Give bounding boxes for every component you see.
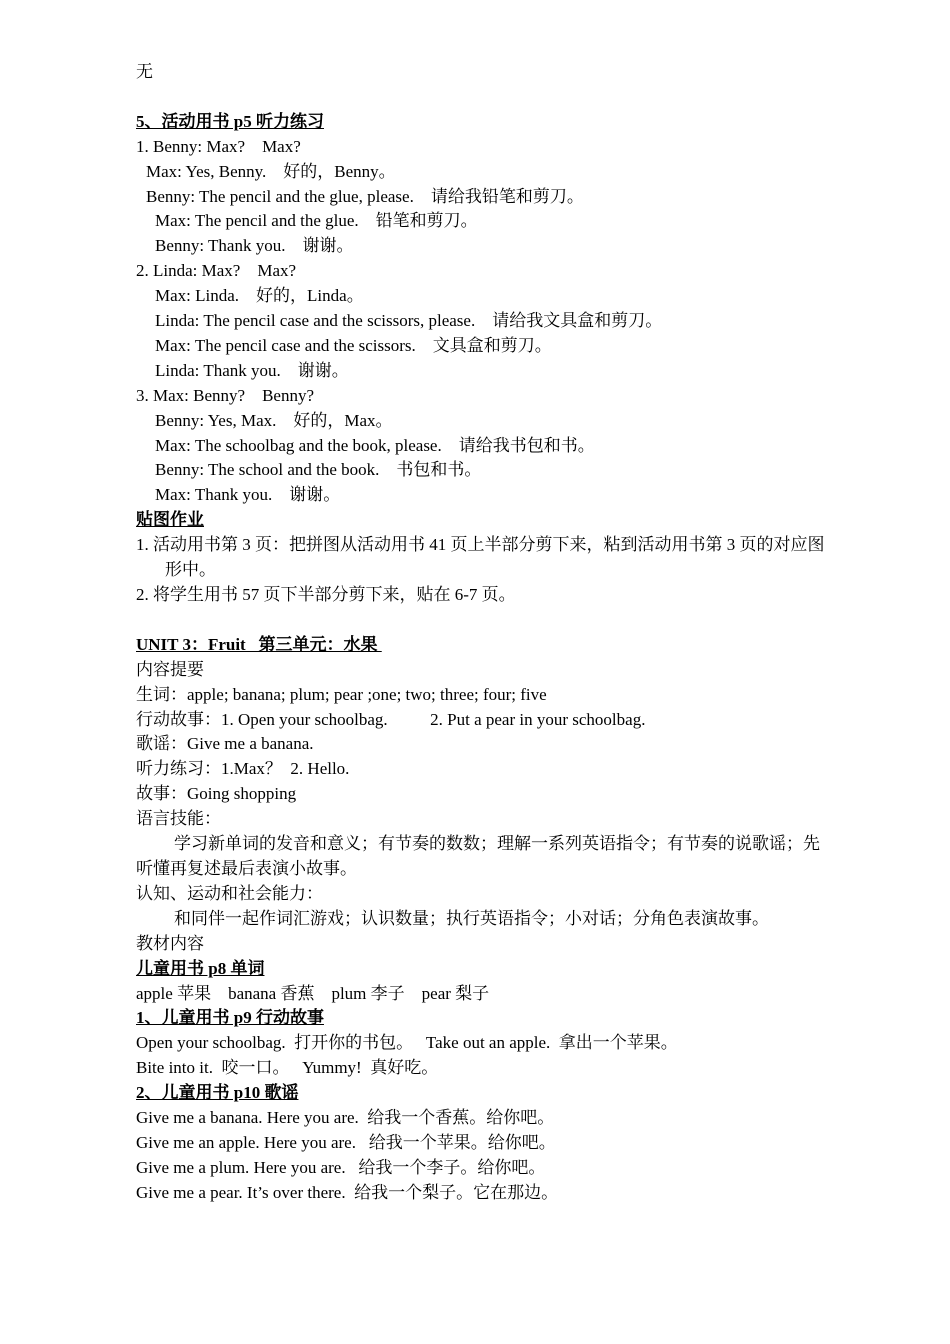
- vocab-line: 生词：apple; banana; plum; pear ;one; two; three; four; five: [136, 684, 547, 704]
- summary-label: 内容提要: [136, 659, 204, 679]
- action-line: 行动故事：1. Open your schoolbag. 2. Put a pear in your schoolbag.: [136, 709, 646, 729]
- content-label: 教材内容: [136, 933, 204, 953]
- dialogue-line: Benny: Yes, Max. 好的，Max。: [155, 410, 393, 430]
- dialogue-line: Max: The pencil and the glue. 铅笔和剪刀。: [155, 211, 478, 231]
- spacer: [136, 608, 826, 633]
- dialogue-line: Max: Linda. 好的，Linda。: [155, 286, 364, 306]
- lang-label: 语言技能：: [136, 809, 221, 829]
- p8-words: apple 苹果 banana 香蕉 plum 李子 pear 梨子: [136, 983, 490, 1003]
- dialogue-line: Benny: The school and the book. 书包和书。: [155, 460, 482, 480]
- p10-line: Give me a pear. It’s over there. 给我一个梨子。它在那边。: [136, 1182, 559, 1202]
- dialogue-line: Linda: The pencil case and the scissors, please. 请给我文具盒和剪刀。: [155, 311, 663, 331]
- sticker-item: 1. 活动用书第 3 页：把拼图从活动用书 41 页上半部分剪下来，粘到活动用书第 3 页的对应图形中。: [136, 535, 825, 580]
- top-note: 无: [136, 62, 153, 81]
- spacer: [136, 85, 826, 110]
- dialogue-line: Benny: Thank you. 谢谢。: [155, 236, 354, 256]
- document-page: [136, 60, 826, 1206]
- p10-line: Give me an apple. Here you are. 给我一个苹果。给你吧。: [136, 1132, 556, 1152]
- p9-heading: 1、儿童用书 p9 行动故事: [136, 1008, 324, 1028]
- listening-line: 听力练习：1.Max？ 2. Hello.: [136, 759, 350, 779]
- sticker-heading: 贴图作业: [136, 510, 204, 530]
- p8-heading: 儿童用书 p8 单词: [136, 958, 265, 978]
- p10-heading: 2、儿童用书 p10 歌谣: [136, 1083, 299, 1103]
- unit3-heading: UNIT 3：Fruit 第三单元：水果: [136, 634, 382, 654]
- dialogue-line: Linda: Thank you. 谢谢。: [155, 360, 349, 380]
- cog-label: 认知、运动和社会能力：: [136, 883, 323, 903]
- lang-text: 学习新单词的发音和意义；有节奏的数数；理解一系列英语指令；有节奏的说歌谣；先听懂再复述最后表演小故事。: [136, 834, 820, 878]
- dialogue-line: Benny: The pencil and the glue, please. 请给我铅笔和剪刀。: [146, 186, 584, 206]
- dialogue-line: Max: The schoolbag and the book, please. 请给我书包和书。: [155, 435, 595, 455]
- dialogue-line: 2. Linda: Max? Max?: [136, 261, 297, 281]
- cog-text: 和同伴一起作词汇游戏；认识数量；执行英语指令；小对话；分角色表演故事。: [174, 908, 769, 928]
- dialogue-line: Max: Thank you. 谢谢。: [155, 485, 341, 505]
- p9-line: Bite into it. 咬一口。 Yummy! 真好吃。: [136, 1058, 439, 1078]
- sticker-item: 2. 将学生用书 57 页下半部分剪下来，贴在 6-7 页。: [136, 585, 516, 605]
- dialogue-line: Max: Yes, Benny. 好的，Benny。: [146, 161, 396, 181]
- dialogue-line: 3. Max: Benny? Benny?: [136, 385, 314, 405]
- p9-line: Open your schoolbag. 打开你的书包。 Take out an apple. 拿出一个苹果。: [136, 1033, 678, 1053]
- story-line: 故事：Going shopping: [136, 784, 297, 804]
- dialogue-line: Max: The pencil case and the scissors. 文具盒和剪刀。: [155, 335, 552, 355]
- p10-line: Give me a plum. Here you are. 给我一个李子。给你吧。: [136, 1157, 546, 1177]
- rhyme-line: 歌谣：Give me a banana.: [136, 734, 314, 754]
- p10-line: Give me a banana. Here you are. 给我一个香蕉。给你吧。: [136, 1108, 555, 1128]
- section5-heading: 5、活动用书 p5 听力练习: [136, 111, 324, 131]
- dialogue-line: 1. Benny: Max? Max?: [136, 136, 301, 156]
